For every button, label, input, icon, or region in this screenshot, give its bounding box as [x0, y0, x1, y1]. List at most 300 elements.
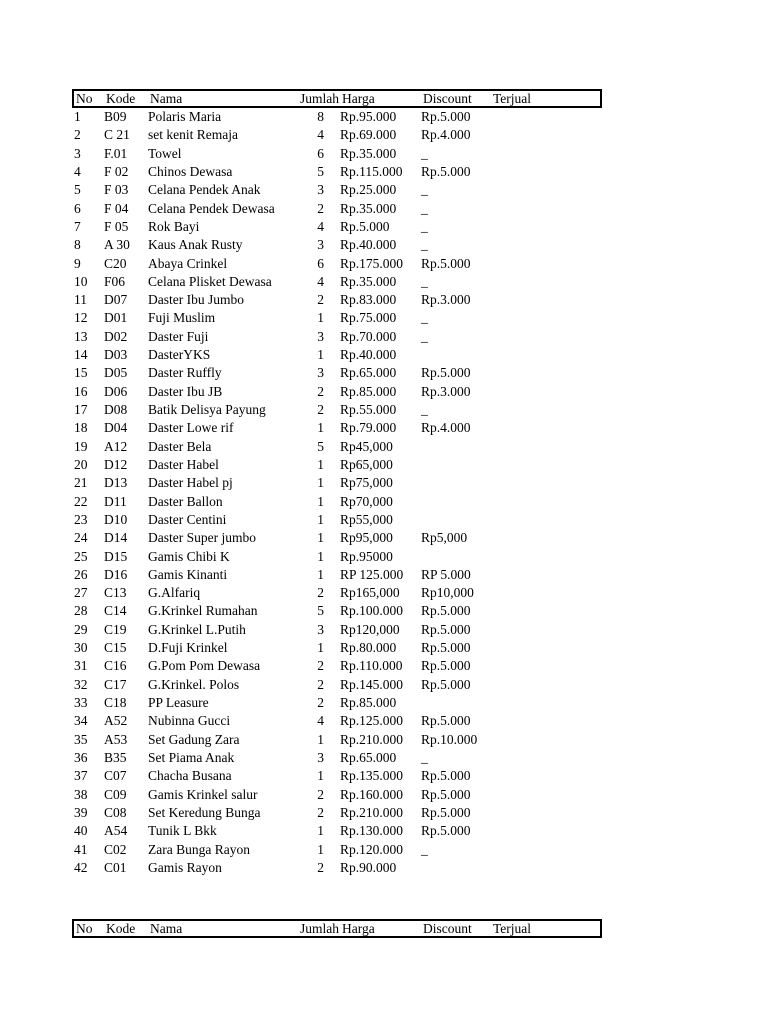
cell-discount: _ [421, 145, 428, 161]
cell-discount: Rp.5.000 [421, 621, 471, 637]
table-row [72, 767, 602, 785]
cell-nama: Daster Ibu Jumbo [148, 292, 244, 308]
cell-discount: _ [421, 402, 428, 417]
cell-harga: Rp.79.000 [340, 420, 397, 436]
header-nama: Nama [150, 91, 183, 106]
cell-nama: Daster Lowe rif [148, 420, 234, 436]
cell-jumlah: 2 [317, 859, 324, 875]
cell-nama: Set Piama Anak [148, 749, 235, 765]
cell-kode: C07 [104, 768, 127, 784]
cell-no: 31 [74, 658, 88, 674]
cell-nama: Chacha Busana [148, 768, 232, 784]
cell-jumlah: 1 [317, 731, 324, 747]
cell-discount: _ [421, 328, 428, 344]
cell-kode: F 05 [104, 218, 129, 234]
cell-nama: Daster Ruffly [148, 365, 222, 381]
cell-no: 1 [74, 109, 81, 124]
cell-jumlah: 3 [317, 328, 324, 344]
cell-no: 10 [74, 273, 88, 289]
cell-nama: Daster Ibu JB [148, 383, 223, 399]
table-row [72, 145, 602, 163]
cell-kode: A 30 [104, 237, 130, 253]
cell-jumlah: 1 [317, 566, 324, 582]
cell-no: 35 [74, 731, 88, 747]
cell-kode: D02 [104, 328, 128, 344]
cell-harga: Rp.120.000 [340, 841, 404, 857]
cell-jumlah: 1 [317, 640, 324, 656]
cell-jumlah: 2 [317, 695, 324, 710]
cell-kode: F 03 [104, 182, 129, 198]
table-row [72, 309, 602, 327]
cell-jumlah: 1 [317, 768, 324, 784]
cell-jumlah: 2 [317, 383, 324, 399]
cell-harga: Rp.40.000 [340, 237, 397, 253]
cell-nama: Daster Habel pj [148, 475, 233, 491]
cell-no: 37 [74, 768, 88, 784]
table-row [72, 584, 602, 602]
table-row [72, 346, 602, 364]
cell-jumlah: 1 [317, 347, 324, 363]
cell-nama: set kenit Remaja [148, 127, 238, 143]
cell-no: 6 [74, 200, 81, 216]
cell-discount: _ [421, 273, 428, 289]
cell-harga: Rp.90.000 [340, 859, 397, 875]
table-row [72, 456, 602, 474]
cell-no: 7 [74, 218, 81, 234]
cell-no: 34 [74, 713, 88, 729]
cell-no: 17 [74, 402, 88, 417]
cell-no: 3 [74, 145, 81, 161]
cell-jumlah: 2 [317, 200, 324, 216]
cell-jumlah: 4 [317, 713, 324, 729]
cell-nama: Zara Bunga Rayon [148, 841, 250, 857]
cell-no: 27 [74, 585, 88, 601]
cell-jumlah: 1 [317, 841, 324, 857]
cell-harga: Rp.145.000 [340, 676, 404, 692]
cell-kode: D03 [104, 347, 128, 363]
cell-discount: Rp.5.000 [421, 786, 471, 802]
header-harga: Harga [342, 91, 375, 106]
cell-kode: D14 [104, 530, 128, 546]
cell-kode: A53 [104, 731, 128, 747]
cell-no: 36 [74, 749, 88, 765]
table-row [72, 804, 602, 822]
header-terjual: Terjual [493, 91, 532, 106]
cell-nama: Gamis Krinkel salur [148, 786, 258, 802]
cell-no: 40 [74, 823, 88, 839]
cell-no: 4 [74, 163, 81, 179]
cell-harga: Rp.35.000 [340, 200, 397, 216]
cell-jumlah: 5 [317, 603, 324, 619]
cell-harga: Rp.95000 [340, 548, 393, 564]
cell-harga: Rp.100.000 [340, 603, 404, 619]
cell-kode: F 04 [104, 200, 129, 216]
table-row [72, 218, 602, 236]
cell-harga: Rp.40.000 [340, 347, 397, 363]
table-row [72, 126, 602, 144]
cell-no: 42 [74, 859, 88, 875]
cell-harga: Rp.125.000 [340, 713, 404, 729]
table-row [72, 859, 602, 877]
cell-no: 5 [74, 182, 81, 198]
second-header-no: No [76, 921, 93, 936]
cell-no: 19 [74, 438, 88, 454]
table-row [72, 657, 602, 675]
cell-discount: Rp.3.000 [421, 383, 471, 399]
cell-nama: Polaris Maria [148, 109, 222, 124]
cell-kode: C13 [104, 585, 127, 601]
cell-nama: Tunik L Bkk [148, 823, 217, 839]
table-row [72, 602, 602, 620]
cell-nama: Daster Fuji [148, 328, 209, 344]
cell-no: 38 [74, 786, 88, 802]
cell-kode: D10 [104, 511, 128, 527]
cell-jumlah: 5 [317, 438, 324, 454]
table-body [72, 108, 602, 877]
cell-discount: Rp5,000 [421, 530, 468, 546]
cell-harga: Rp.35.000 [340, 273, 397, 289]
header-discount: Discount [423, 91, 472, 106]
cell-no: 29 [74, 621, 88, 637]
cell-no: 20 [74, 456, 88, 472]
sales-table [72, 89, 602, 877]
cell-harga: Rp.115.000 [340, 163, 403, 179]
cell-jumlah: 1 [317, 475, 324, 491]
cell-harga: Rp.5.000 [340, 218, 390, 234]
table-row [72, 181, 602, 199]
cell-harga: Rp70,000 [340, 493, 393, 509]
cell-discount: RP 5.000 [421, 566, 471, 582]
table-row [72, 401, 602, 419]
cell-discount: _ [421, 749, 428, 765]
table-row [72, 639, 602, 657]
cell-kode: C08 [104, 804, 127, 820]
cell-kode: A12 [104, 438, 128, 454]
table-row [72, 108, 602, 126]
cell-discount: _ [421, 218, 428, 234]
cell-kode: C14 [104, 603, 127, 619]
cell-kode: D15 [104, 548, 128, 564]
table-row [72, 291, 602, 309]
cell-nama: G.Pom Pom Dewasa [148, 658, 261, 674]
cell-discount: Rp.4.000 [421, 420, 471, 436]
cell-discount: Rp.5.000 [421, 676, 471, 692]
cell-kode: C18 [104, 695, 127, 710]
cell-jumlah: 4 [317, 273, 324, 289]
cell-kode: C 21 [104, 127, 130, 143]
table-row [72, 749, 602, 767]
cell-jumlah: 2 [317, 585, 324, 601]
table-row [72, 200, 602, 218]
cell-no: 18 [74, 420, 88, 436]
cell-discount: _ [421, 237, 428, 253]
cell-discount: Rp.5.000 [421, 603, 471, 619]
cell-no: 24 [74, 530, 88, 546]
cell-discount: Rp.5.000 [421, 163, 471, 179]
cell-jumlah: 2 [317, 786, 324, 802]
cell-nama: Fuji Muslim [148, 310, 216, 326]
cell-discount: _ [421, 310, 428, 326]
cell-nama: Gamis Rayon [148, 859, 222, 875]
cell-nama: DasterYKS [148, 347, 211, 363]
cell-harga: Rp.35.000 [340, 145, 397, 161]
cell-no: 32 [74, 676, 88, 692]
cell-no: 26 [74, 566, 88, 582]
cell-harga: Rp45,000 [340, 438, 393, 454]
table-row [72, 438, 602, 456]
cell-no: 22 [74, 493, 88, 509]
table-row [72, 328, 602, 346]
table-row [72, 236, 602, 254]
table-row [72, 712, 602, 730]
cell-discount: Rp.5.000 [421, 640, 471, 656]
cell-discount: _ [421, 200, 428, 216]
cell-no: 25 [74, 548, 88, 564]
cell-jumlah: 1 [317, 420, 324, 436]
cell-harga: Rp55,000 [340, 511, 393, 527]
cell-kode: D04 [104, 420, 128, 436]
table-row [72, 731, 602, 749]
cell-nama: Chinos Dewasa [148, 163, 233, 179]
cell-jumlah: 1 [317, 823, 324, 839]
cell-harga: Rp.83.000 [340, 292, 397, 308]
cell-discount: Rp10,000 [421, 585, 474, 601]
table-row [72, 364, 602, 382]
cell-nama: PP Leasure [148, 695, 209, 710]
cell-discount: Rp.4.000 [421, 127, 471, 143]
second-header-kode: Kode [106, 921, 136, 936]
cell-kode: C02 [104, 841, 127, 857]
cell-no: 41 [74, 841, 88, 857]
cell-harga: Rp.110.000 [340, 658, 403, 674]
cell-discount: _ [421, 841, 428, 857]
cell-discount: _ [421, 182, 428, 198]
header-jumlah: Jumlah [300, 91, 339, 106]
cell-kode: D12 [104, 456, 128, 472]
cell-nama: Rok Bayi [148, 218, 200, 234]
cell-kode: F.01 [104, 145, 128, 161]
cell-nama: Set Gadung Zara [148, 731, 240, 747]
cell-no: 28 [74, 603, 88, 619]
cell-kode: D06 [104, 383, 128, 399]
cell-kode: B09 [104, 109, 127, 124]
cell-harga: Rp65,000 [340, 456, 393, 472]
cell-discount: Rp.5.000 [421, 823, 471, 839]
cell-jumlah: 1 [317, 493, 324, 509]
cell-kode: C09 [104, 786, 127, 802]
cell-harga: Rp.130.000 [340, 823, 404, 839]
cell-harga: Rp.210.000 [340, 804, 404, 820]
cell-harga: Rp120,000 [340, 621, 400, 637]
cell-no: 2 [74, 127, 81, 143]
cell-jumlah: 2 [317, 292, 324, 308]
table-row [72, 163, 602, 181]
cell-no: 15 [74, 365, 88, 381]
cell-discount: Rp.5.000 [421, 109, 471, 124]
cell-jumlah: 3 [317, 621, 324, 637]
cell-nama: Celana Plisket Dewasa [148, 273, 272, 289]
cell-no: 39 [74, 804, 88, 820]
cell-harga: Rp.95.000 [340, 109, 397, 124]
cell-harga: Rp165,000 [340, 585, 400, 601]
cell-jumlah: 8 [317, 109, 324, 124]
cell-jumlah: 1 [317, 456, 324, 472]
cell-jumlah: 3 [317, 365, 324, 381]
cell-harga: Rp.55.000 [340, 402, 397, 417]
cell-no: 9 [74, 255, 81, 271]
cell-nama: Gamis Kinanti [148, 566, 228, 582]
cell-no: 16 [74, 383, 88, 399]
cell-kode: C19 [104, 621, 127, 637]
cell-kode: B35 [104, 749, 127, 765]
second-header-harga: Harga [342, 921, 375, 936]
cell-no: 12 [74, 310, 88, 326]
cell-harga: Rp.75.000 [340, 310, 397, 326]
cell-harga: Rp.65.000 [340, 749, 397, 765]
cell-jumlah: 1 [317, 511, 324, 527]
cell-kode: D16 [104, 566, 128, 582]
cell-no: 13 [74, 328, 88, 344]
cell-discount: Rp.5.000 [421, 365, 471, 381]
cell-discount: Rp.5.000 [421, 255, 471, 271]
second-header-nama: Nama [150, 921, 183, 936]
cell-jumlah: 6 [317, 255, 324, 271]
cell-no: 11 [74, 292, 87, 308]
header-kode: Kode [106, 91, 136, 106]
cell-jumlah: 1 [317, 530, 324, 546]
table-row [72, 273, 602, 291]
cell-harga: Rp.80.000 [340, 640, 397, 656]
table-row [72, 786, 602, 804]
table-row [72, 493, 602, 511]
cell-discount: Rp.3.000 [421, 292, 471, 308]
table-row [72, 566, 602, 584]
cell-jumlah: 4 [317, 218, 324, 234]
table-row [72, 841, 602, 859]
cell-jumlah: 2 [317, 402, 324, 417]
cell-harga: Rp.25.000 [340, 182, 397, 198]
cell-no: 14 [74, 347, 88, 363]
table-row [72, 529, 602, 547]
cell-kode: C15 [104, 640, 127, 656]
cell-harga: Rp.175.000 [340, 255, 404, 271]
cell-harga: Rp.210.000 [340, 731, 404, 747]
cell-harga: Rp.85.000 [340, 383, 397, 399]
cell-nama: Celana Pendek Dewasa [148, 200, 275, 216]
cell-jumlah: 6 [317, 145, 324, 161]
cell-no: 30 [74, 640, 88, 656]
cell-no: 21 [74, 475, 88, 491]
cell-jumlah: 5 [317, 163, 324, 179]
cell-jumlah: 3 [317, 749, 324, 765]
cell-nama: G.Krinkel. Polos [148, 676, 240, 692]
cell-nama: Daster Ballon [148, 493, 223, 509]
cell-discount: Rp.10.000 [421, 731, 478, 747]
cell-kode: A54 [104, 823, 128, 839]
cell-no: 33 [74, 695, 88, 710]
table-header-row [72, 89, 602, 108]
second-header-terjual: Terjual [493, 921, 532, 936]
cell-jumlah: 2 [317, 658, 324, 674]
cell-harga: Rp.160.000 [340, 786, 404, 802]
cell-harga: Rp.85.000 [340, 695, 397, 710]
table-row [72, 511, 602, 529]
cell-nama: Nubinna Gucci [148, 713, 231, 729]
cell-nama: Kaus Anak Rusty [148, 237, 243, 253]
cell-nama: G.Krinkel Rumahan [148, 603, 258, 619]
cell-harga: Rp.70.000 [340, 328, 397, 344]
cell-nama: Set Keredung Bunga [148, 804, 261, 820]
cell-harga: Rp75,000 [340, 475, 393, 491]
cell-nama: Daster Bela [148, 438, 212, 454]
table-row [72, 676, 602, 694]
cell-discount: Rp.5.000 [421, 804, 471, 820]
table-row [72, 694, 602, 712]
second-table-header-row [72, 919, 602, 938]
cell-discount: Rp.5.000 [421, 658, 471, 674]
cell-nama: Towel [148, 145, 182, 161]
cell-kode: D11 [104, 493, 127, 509]
table-row [72, 621, 602, 639]
cell-harga: RP 125.000 [340, 566, 404, 582]
table-row [72, 474, 602, 492]
table-row [72, 822, 602, 840]
table-row [72, 548, 602, 566]
cell-kode: A52 [104, 713, 128, 729]
cell-jumlah: 4 [317, 127, 324, 143]
cell-jumlah: 2 [317, 676, 324, 692]
table-row [72, 255, 602, 273]
cell-jumlah: 2 [317, 804, 324, 820]
cell-nama: Batik Delisya Payung [148, 402, 266, 417]
second-header-discount: Discount [423, 921, 472, 936]
cell-kode: F 02 [104, 163, 129, 179]
cell-harga: Rp.69.000 [340, 127, 397, 143]
header-no: No [76, 91, 93, 106]
cell-nama: G.Alfariq [148, 585, 201, 601]
cell-nama: Abaya Crinkel [148, 255, 228, 271]
cell-no: 23 [74, 511, 88, 527]
cell-nama: D.Fuji Krinkel [148, 640, 228, 656]
cell-harga: Rp95,000 [340, 530, 393, 546]
cell-kode: F06 [104, 273, 126, 289]
cell-nama: Daster Centini [148, 511, 227, 527]
cell-nama: G.Krinkel L.Putih [148, 621, 246, 637]
cell-kode: D08 [104, 402, 128, 417]
cell-harga: Rp.135.000 [340, 768, 404, 784]
cell-kode: C20 [104, 255, 127, 271]
cell-kode: D13 [104, 475, 128, 491]
cell-harga: Rp.65.000 [340, 365, 397, 381]
cell-jumlah: 3 [317, 237, 324, 253]
cell-nama: Daster Super jumbo [148, 530, 256, 546]
second-header-jumlah: Jumlah [300, 921, 339, 936]
cell-nama: Daster Habel [148, 456, 219, 472]
cell-jumlah: 1 [317, 548, 324, 564]
cell-discount: Rp.5.000 [421, 713, 471, 729]
cell-nama: Celana Pendek Anak [148, 182, 261, 198]
cell-kode: C01 [104, 859, 127, 875]
table-row [72, 383, 602, 401]
cell-jumlah: 1 [317, 310, 324, 326]
cell-discount: Rp.5.000 [421, 768, 471, 784]
cell-no: 8 [74, 237, 81, 253]
cell-jumlah: 3 [317, 182, 324, 198]
cell-kode: C16 [104, 658, 127, 674]
second-table [72, 919, 602, 938]
cell-kode: C17 [104, 676, 127, 692]
cell-kode: D07 [104, 292, 128, 308]
